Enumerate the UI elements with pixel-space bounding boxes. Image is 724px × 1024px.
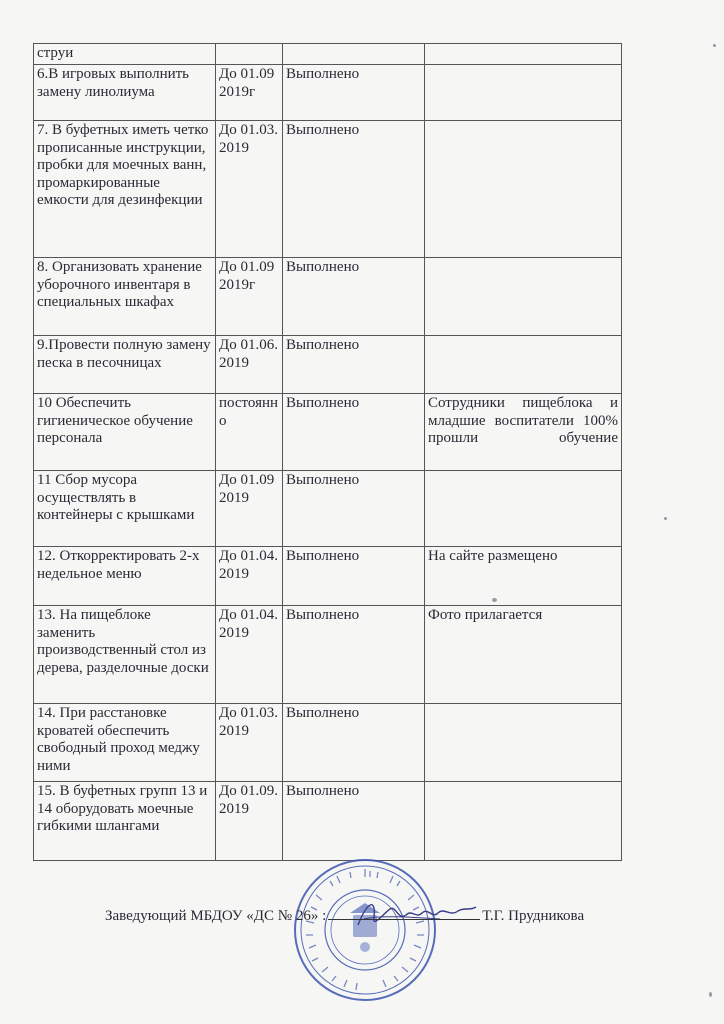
table-row (34, 606, 622, 704)
task-cell: 9.Провести полную замену песка в песочницах (34, 336, 216, 394)
note-cell (425, 258, 622, 336)
signature-underline (328, 905, 480, 920)
note-cell (425, 121, 622, 258)
note-cell (425, 65, 622, 121)
table-row (34, 336, 622, 394)
deadline-cell: До 01.09.2019 (216, 782, 283, 861)
status-cell: Выполнено (283, 65, 425, 121)
status-cell: Выполнено (283, 782, 425, 861)
table-row (34, 547, 622, 606)
deadline-cell: До 01.09 2019г (216, 258, 283, 336)
note-cell (425, 471, 622, 547)
director-position: Заведующий МБДОУ «ДС № 26» : (105, 908, 327, 924)
deadline-cell: До 01.04. 2019 (216, 547, 283, 606)
deadline-cell: До 01.03. 2019 (216, 704, 283, 782)
task-cell: 15. В буфетных групп 13 и 14 оборудовать моечные гибкими шлангами (34, 782, 216, 861)
paper-speck (709, 992, 712, 997)
task-cell: 11 Сбор мусора осуществлять в контейнеры с крышками (34, 471, 216, 547)
paper-speck (713, 44, 716, 47)
director-name: Т.Г. Прудникова (482, 908, 585, 924)
status-cell: Выполнено (283, 547, 425, 606)
note-cell (425, 782, 622, 861)
note-cell: На сайте размещено (425, 547, 622, 606)
status-cell: Выполнено (283, 394, 425, 471)
task-cell: 7. В буфетных иметь четко прописанные инструкции, пробки для моечных ванн, промаркированные емкости для дезинфекции (34, 121, 216, 258)
paper-speck (492, 598, 497, 602)
deadline-cell: До 01.09 2019г (216, 65, 283, 121)
deadline-cell: До 01.06. 2019 (216, 336, 283, 394)
table-row (34, 782, 622, 861)
table-row (34, 121, 622, 258)
table-row (34, 44, 622, 65)
deadline-cell: До 01.04. 2019 (216, 606, 283, 704)
signature-line (105, 905, 584, 925)
task-cell: струи (34, 44, 216, 65)
task-cell: 6.В игровых выполнить замену линолиума (34, 65, 216, 121)
measures-table (33, 43, 622, 861)
status-cell: Выполнено (283, 336, 425, 394)
status-cell: Выполнено (283, 121, 425, 258)
deadline-cell: До 01.03. 2019 (216, 121, 283, 258)
status-cell: Выполнено (283, 258, 425, 336)
task-cell: 14. При расстановке кроватей обеспечить свободный проход меджу ними (34, 704, 216, 782)
task-cell: 12. Откорректировать 2-х недельное меню (34, 547, 216, 606)
status-cell: Выполнено (283, 606, 425, 704)
table-row (34, 704, 622, 782)
table-row (34, 258, 622, 336)
status-cell: Выполнено (283, 704, 425, 782)
note-cell (425, 704, 622, 782)
deadline-cell: До 01.09 2019 (216, 471, 283, 547)
note-cell: Фото прилагается (425, 606, 622, 704)
status-cell: Выполнено (283, 471, 425, 547)
paper-speck (664, 517, 667, 520)
note-cell: Сотрудники пищеблока и младшие воспитатели 100% прошли обучение (425, 394, 622, 471)
table-row (34, 471, 622, 547)
task-cell: 8. Организовать хранение уборочного инвентаря в специальных шкафах (34, 258, 216, 336)
deadline-cell (216, 44, 283, 65)
deadline-cell: постоянно (216, 394, 283, 471)
table-row (34, 65, 622, 121)
table-row (34, 394, 622, 471)
task-cell: 13. На пищеблоке заменить производственный стол из дерева, разделочные доски (34, 606, 216, 704)
status-cell (283, 44, 425, 65)
note-cell (425, 336, 622, 394)
task-cell: 10 Обеспечить гигиеническое обучение персонала (34, 394, 216, 471)
note-cell (425, 44, 622, 65)
